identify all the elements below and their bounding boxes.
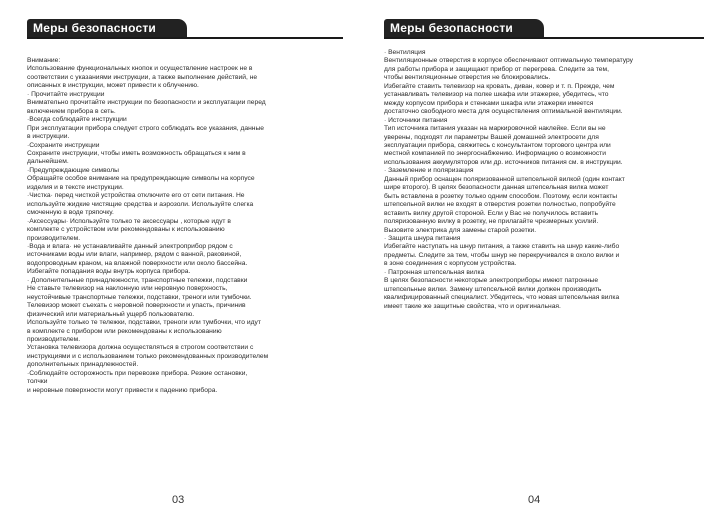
text-line: между корпусом прибора и стенками шкафа или этажерки имеется	[384, 99, 594, 107]
text-line: ·Аксессуары· Используйте только те аксессуары , которые идут в	[27, 217, 231, 225]
text-line: дальнейшем.	[27, 158, 69, 166]
text-line: ·Сохраните инструкции	[27, 141, 100, 149]
text-line: и неровные поверхности могут привести к падению прибора.	[27, 386, 218, 394]
text-line: комплекте с устройством или рекомендованы к использованию	[27, 226, 225, 234]
text-line: эксплуатации прибора, свяжитесь с консультантом торгового центра или	[384, 141, 611, 149]
text-line: вставить вилку другой стороной. Если у Вас не получилось вставить	[384, 209, 598, 217]
text-line: быть вставлена в розетку только одним способом. Поэтому, если контакты	[384, 192, 618, 200]
text-line: в зоне соединения с корпусом устройства.	[384, 260, 517, 268]
text-line: Установка телевизора должна осуществляться в строгом соответствии с	[27, 344, 254, 352]
text-line: Используйте только те тележки, подставки, треноги или тумбочки, что идут	[27, 319, 261, 327]
text-line: производителем.	[27, 234, 81, 242]
text-line: поляризованную вилку в розетку, не прилагайте чрезмерных усилий.	[384, 218, 599, 226]
text-line: источниками воды или влаги, например, рядом с ванной, раковиной,	[27, 251, 242, 259]
safety-text-left	[27, 57, 335, 395]
text-line: водопроводным краном, на влажной поверхности или около бассейна.	[27, 259, 248, 267]
text-line: ·Соблюдайте осторожность при перевозке прибора. Резкие остановки,	[27, 369, 248, 377]
text-line: имеет такие же защитные свойства, что и оригинальная.	[384, 302, 561, 310]
text-line: достаточно свободного места для осуществления оптимальной вентиляции.	[384, 108, 623, 116]
text-line: штепсельной вилки не входят в отверстия розетки полностью, попробуйте	[384, 201, 616, 209]
text-line: использования аккумуляторов или др. источников питания см. в инструкции.	[384, 158, 623, 166]
text-line: квалифицированный специалист. Убедитесь, что новая штепсельная вилка	[384, 294, 620, 302]
text-line: · Дополнительные принадлежности, транспортные тележки, подставки	[27, 276, 248, 284]
text-line: в комплекте с прибором или рекомендованы к использованию	[27, 327, 222, 335]
text-line: производителем.	[27, 335, 81, 343]
text-line: предметы. Следите за тем, чтобы шнур не перекручивался в охоло вилки и	[384, 251, 620, 259]
text-line: Телевизор может съехать с неровной поверхности и упасть, причинив	[27, 302, 246, 310]
text-line: · Защита шнура питания	[384, 234, 461, 242]
text-line: в инструкции.	[27, 133, 70, 141]
text-line: смоченную в воде тряпочку.	[27, 209, 114, 217]
text-line: Обращайте особое внимание на предупреждающие символы на корпусе	[27, 175, 255, 183]
text-line: толчки	[27, 378, 48, 386]
text-line: · Вентиляция	[384, 49, 426, 56]
text-line: включением прибора в сеть.	[27, 107, 116, 115]
text-line: ·Вода и влага· не устанавливайте данный электроприбор рядом с	[27, 242, 233, 250]
text-line: Тип источника питания указан на маркировочной наклейке. Если вы не	[384, 125, 606, 133]
section-header-bar	[384, 19, 704, 39]
text-line: · Источники питания	[384, 116, 448, 124]
text-line: устанавливать телевизор на полке шкафа или этажерке, убедитесь, что	[384, 91, 609, 99]
text-line: штепсельные вилки. Замену штепсельной вилки должен производить	[384, 285, 602, 293]
text-line: Вызовите электрика для замены старой розетки.	[384, 226, 537, 234]
text-line: неустойчивые транспортные тележки, подставки, треноги или тумбочки.	[27, 293, 252, 301]
text-line: Использование функциональных кнопок и осуществление настроек не в	[27, 65, 253, 73]
text-line: физический или материальный ущерб пользователю.	[27, 310, 195, 318]
section-header-bar	[27, 19, 343, 39]
text-line: ·Чистка· перед чисткой устройства отключите его от сети питания. Не	[27, 192, 245, 200]
text-line: ·Всегда соблюдайте инструкции	[27, 116, 127, 124]
text-line: Внимание:	[27, 57, 61, 64]
text-line: Данный прибор оснащен поляризованной штепсельной вилкой (один контакт	[384, 175, 625, 183]
text-line: · Прочитайте инструкции	[27, 90, 105, 98]
text-line: используйте жидкие чистящие средства и аэрозоли. Используйте слегка	[27, 200, 254, 208]
text-line: Внимательно прочитайте инструкции по безопасности и эксплуатации перед	[27, 99, 266, 107]
section-header-tab: Меры безопасности	[27, 19, 187, 37]
page-right	[360, 0, 720, 518]
text-line: соответствии с указаниями инструкции, а также выполнение действий, не	[27, 73, 258, 81]
section-header-tab: Меры безопасности	[384, 19, 544, 37]
text-line: шире второго). В целях безопасности данная штепсельная вилка может	[384, 184, 609, 192]
text-line: местной компанией по энергоснабжению. Информацию о возможности	[384, 150, 606, 158]
text-line: Сохраните инструкции, чтобы иметь возможность обращаться к ним в	[27, 149, 246, 157]
text-line: В целях безопасности некоторые электроприборы имеют патронные	[384, 277, 599, 285]
text-line: уверены, подходят ли параметры Вашей домашней электросети для	[384, 133, 599, 141]
page-number: 04	[528, 494, 541, 506]
text-line: ·Предупреждающие символы	[27, 166, 119, 174]
text-line: · Патронная штепсельная вилка	[384, 268, 485, 276]
text-line: · Заземление и поляризация	[384, 167, 474, 175]
text-line: чтобы вентиляционные отверстия не блокировались.	[384, 74, 551, 82]
text-line: Не ставьте телевизор на наклонную или неровную поверхность,	[27, 285, 228, 293]
text-line: дополнительных принадлежностей.	[27, 361, 139, 369]
text-line: описанных в инструкции, может привести к облучению.	[27, 82, 199, 90]
text-line: Избегайте наступать на шнур питания, а также ставить на шнур какие-либо	[384, 243, 620, 251]
text-line: Избегайте ставить телевизор на кровать, диван, ковер и т. п. Прежде, чем	[384, 82, 615, 90]
text-line: Вентиляционные отверстия в корпусе обеспечивают оптимальную температуру	[384, 57, 634, 65]
text-line: инструкциями и с использованием только рекомендованных производителем	[27, 352, 269, 360]
safety-text-right	[384, 49, 708, 311]
text-line: Избегайте попадания воды внутрь корпуса прибора.	[27, 268, 191, 276]
text-line: для работы прибора и защищают прибор от перегрева. Следите за тем,	[384, 65, 609, 73]
text-line: изделия и в тексте инструкции.	[27, 183, 124, 191]
page-number: 03	[172, 494, 185, 506]
text-line: При эксплуатации прибора следует строго соблюдать все указания, данные	[27, 124, 265, 132]
